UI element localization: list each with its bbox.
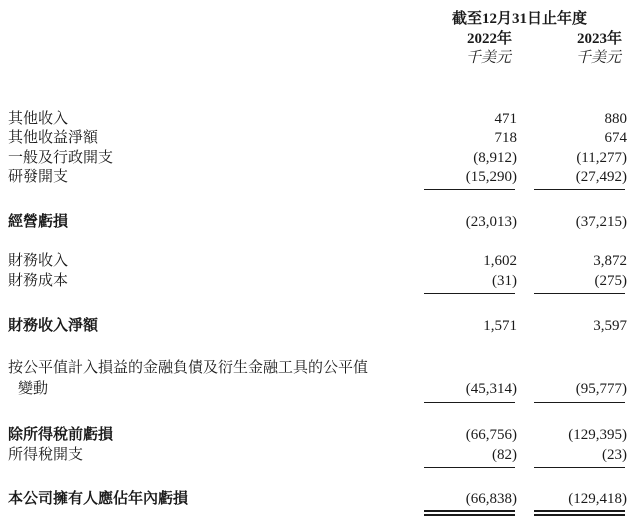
row-value-2022: 1,571 — [483, 318, 517, 334]
row-value-2023: (129,418) — [568, 491, 627, 507]
subtotal-rule — [424, 293, 515, 294]
row-value-2022: (82) — [492, 447, 517, 463]
row-value-2022: (15,290) — [465, 169, 517, 185]
row-value-2023: 3,872 — [593, 253, 627, 269]
row-value-2023: 674 — [604, 130, 627, 146]
row-value-2022: (23,013) — [465, 214, 517, 230]
unit-2022-header: 千美元 — [466, 50, 512, 66]
total-double-rule — [534, 514, 625, 516]
subtotal-rule — [424, 467, 515, 468]
row-label: 財務收入淨額 — [8, 318, 99, 334]
row-value-2023: (275) — [594, 273, 627, 289]
row-label: 本公司擁有人應佔年內虧損 — [8, 491, 189, 507]
row-label: 按公平值計入損益的金融負債及衍生金融工具的公平值 — [8, 360, 369, 376]
row-label: 財務收入 — [8, 253, 69, 269]
subtotal-rule — [424, 189, 515, 190]
row-label-continued: 變動 — [18, 381, 49, 397]
row-value-2022: (66,756) — [465, 427, 517, 443]
row-value-2023: (27,492) — [575, 169, 627, 185]
row-value-2022: (8,912) — [473, 150, 517, 166]
row-value-2022: (45,314) — [465, 381, 517, 397]
row-value-2022: 471 — [494, 111, 517, 127]
row-value-2023: (37,215) — [575, 214, 627, 230]
row-value-2023: 880 — [604, 111, 627, 127]
total-double-rule — [534, 510, 625, 512]
subtotal-rule — [534, 467, 625, 468]
row-value-2022: (66,838) — [465, 491, 517, 507]
subtotal-rule — [424, 402, 515, 403]
row-label: 一般及行政開支 — [8, 150, 114, 166]
row-value-2023: 3,597 — [593, 318, 627, 334]
total-double-rule — [424, 510, 515, 512]
subtotal-rule — [534, 402, 625, 403]
row-value-2022: 718 — [494, 130, 517, 146]
row-label: 經營虧損 — [8, 214, 69, 230]
year-2022-header: 2022年 — [467, 31, 513, 47]
year-2023-header: 2023年 — [577, 31, 623, 47]
row-label: 除所得稅前虧損 — [8, 427, 114, 443]
row-label: 其他收入 — [8, 111, 69, 127]
row-label: 其他收益淨額 — [8, 130, 99, 146]
row-value-2023: (11,277) — [576, 150, 627, 166]
total-double-rule — [424, 514, 515, 516]
row-value-2022: (31) — [492, 273, 517, 289]
subtotal-rule — [534, 189, 625, 190]
unit-2023-header: 千美元 — [576, 50, 622, 66]
subtotal-rule — [534, 293, 625, 294]
row-label: 研發開支 — [8, 169, 69, 185]
period-header: 截至12月31日止年度 — [452, 11, 588, 27]
row-label: 財務成本 — [8, 273, 69, 289]
row-value-2023: (23) — [602, 447, 627, 463]
row-value-2023: (95,777) — [575, 381, 627, 397]
row-value-2022: 1,602 — [483, 253, 517, 269]
row-value-2023: (129,395) — [568, 427, 627, 443]
row-label: 所得稅開支 — [8, 447, 84, 463]
